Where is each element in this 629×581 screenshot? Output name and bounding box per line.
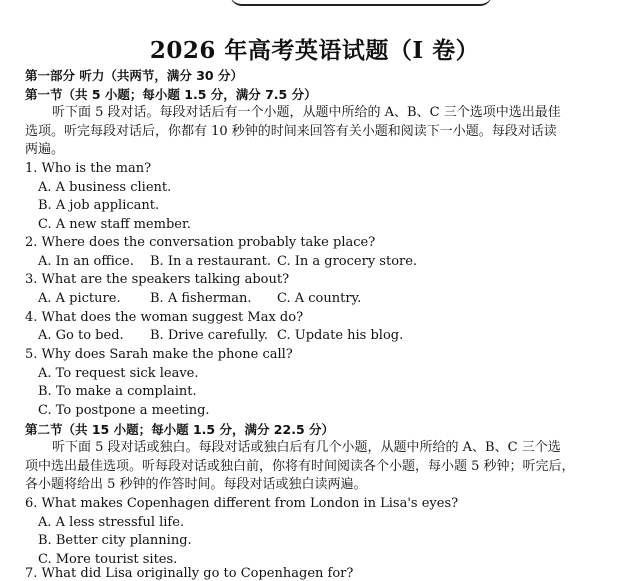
section2-instruction-line: 听下面 5 段对话或独白。每段对话或独白后有几个小题，从题中所给的 A、B、C 三个选: [52, 440, 561, 455]
question-4: 4. What does the woman suggest Max do?: [25, 310, 304, 325]
question-3-option-c: C. A country.: [277, 291, 362, 306]
question-6: 6. What makes Copenhagen different from London in Lisa's eyes?: [25, 496, 459, 511]
question-5-option-b: B. To make a complaint.: [38, 384, 197, 399]
question-2-option-a: A. In an office.: [38, 254, 134, 269]
question-1-option-c: C. A new staff member.: [38, 217, 191, 232]
question-7-partial: 7. What did Lisa originally go to Copenhagen for?: [25, 566, 354, 581]
section2-heading: 第二节（共 15 小题；每小题 1.5 分，满分 22.5 分）: [25, 422, 334, 437]
question-2: 2. Where does the conversation probably take place?: [25, 235, 376, 250]
question-4-option-b: B. Drive carefully.: [150, 328, 268, 343]
question-3-option-b: B. A fisherman.: [150, 291, 252, 306]
top-decoration: [230, 0, 492, 6]
question-5-option-a: A. To request sick leave.: [38, 366, 199, 381]
question-6-option-a: A. A less stressful life.: [38, 515, 185, 530]
part1-heading: 第一部分 听力（共两节，满分 30 分）: [25, 68, 243, 83]
section1-instruction-line: 两遍。: [25, 142, 65, 157]
question-4-options: [0, 327, 629, 345]
question-6-option-b: B. Better city planning.: [38, 533, 192, 548]
section1-instruction-line: 选项。听完每段对话后，你都有 10 秒钟的时间来回答有关小题和阅读下一小题。每段对话读: [25, 124, 557, 139]
question-3-options: [0, 290, 629, 308]
section2-instruction-line: 项中选出最佳选项。听每段对话或独白前，你将有时间阅读各个小题，每小题 5 秒钟；听完后，: [25, 459, 575, 474]
question-3: 3. What are the speakers talking about?: [25, 272, 290, 287]
section1-instruction-line: 听下面 5 段对话。每段对话后有一个小题，从题中所给的 A、B、C 三个选项中选出最佳: [52, 105, 561, 120]
question-5: 5. Why does Sarah make the phone call?: [25, 347, 293, 362]
question-2-options: [0, 253, 629, 271]
question-6-option-c: C. More tourist sites.: [38, 552, 178, 567]
question-1-option-b: B. A job applicant.: [38, 198, 160, 213]
page-title: 2026 年高考英语试题（I 卷）: [149, 37, 480, 64]
question-1: 1. Who is the man?: [25, 161, 152, 176]
question-2-option-c: C. In a grocery store.: [277, 254, 418, 269]
question-4-option-c: C. Update his blog.: [277, 328, 404, 343]
question-4-option-a: A. Go to bed.: [38, 328, 124, 343]
question-2-option-b: B. In a restaurant.: [150, 254, 271, 269]
question-1-option-a: A. A business client.: [38, 180, 172, 195]
question-5-option-c: C. To postpone a meeting.: [38, 403, 210, 418]
section2-instruction-line: 各小题将给出 5 秒钟的作答时间。每段对话或独白读两遍。: [25, 477, 367, 492]
section1-heading: 第一节（共 5 小题；每小题 1.5 分，满分 7.5 分）: [25, 87, 317, 102]
question-3-option-a: A. A picture.: [38, 291, 121, 306]
